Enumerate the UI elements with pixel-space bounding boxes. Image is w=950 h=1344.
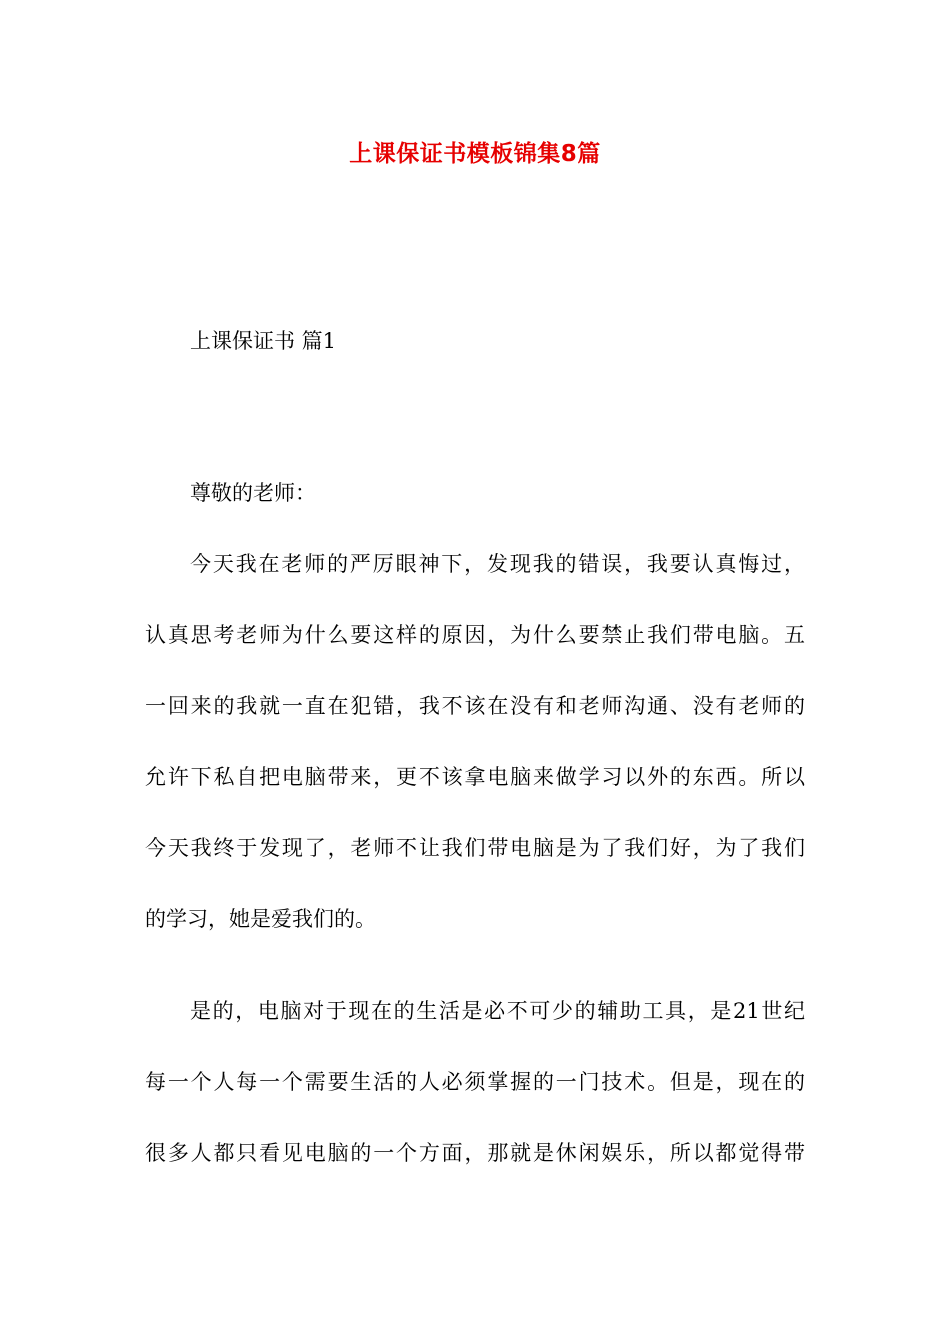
salutation: 尊敬的老师： xyxy=(190,481,316,505)
paragraph-line: 今天我终于发现了，老师不让我们带电脑是为了我们好，为了我们 xyxy=(145,836,805,860)
section-heading: 上课保证书 篇1 xyxy=(190,329,337,353)
document-title: 上课保证书模板锦集8篇 xyxy=(349,141,601,167)
paragraph-line: 一回来的我就一直在犯错，我不该在没有和老师沟通、没有老师的 xyxy=(145,694,805,718)
paragraph-line: 认真思考老师为什么要这样的原因，为什么要禁止我们带电脑。五 xyxy=(145,623,805,647)
paragraph-line: 的学习，她是爱我们的。 xyxy=(145,907,376,931)
paragraph-line: 每一个人每一个需要生活的人必须掌握的一门技术。但是，现在的 xyxy=(145,1070,805,1094)
paragraph-line: 今天我在老师的严厉眼神下，发现我的错误，我要认真悔过， xyxy=(190,552,805,576)
paragraph-line: 允许下私自把电脑带来，更不该拿电脑来做学习以外的东西。所以 xyxy=(145,765,805,789)
paragraph-line: 是的，电脑对于现在的生活是必不可少的辅助工具，是21世纪 xyxy=(190,999,805,1023)
paragraph-line: 很多人都只看见电脑的一个方面，那就是休闲娱乐，所以都觉得带 xyxy=(145,1141,805,1165)
